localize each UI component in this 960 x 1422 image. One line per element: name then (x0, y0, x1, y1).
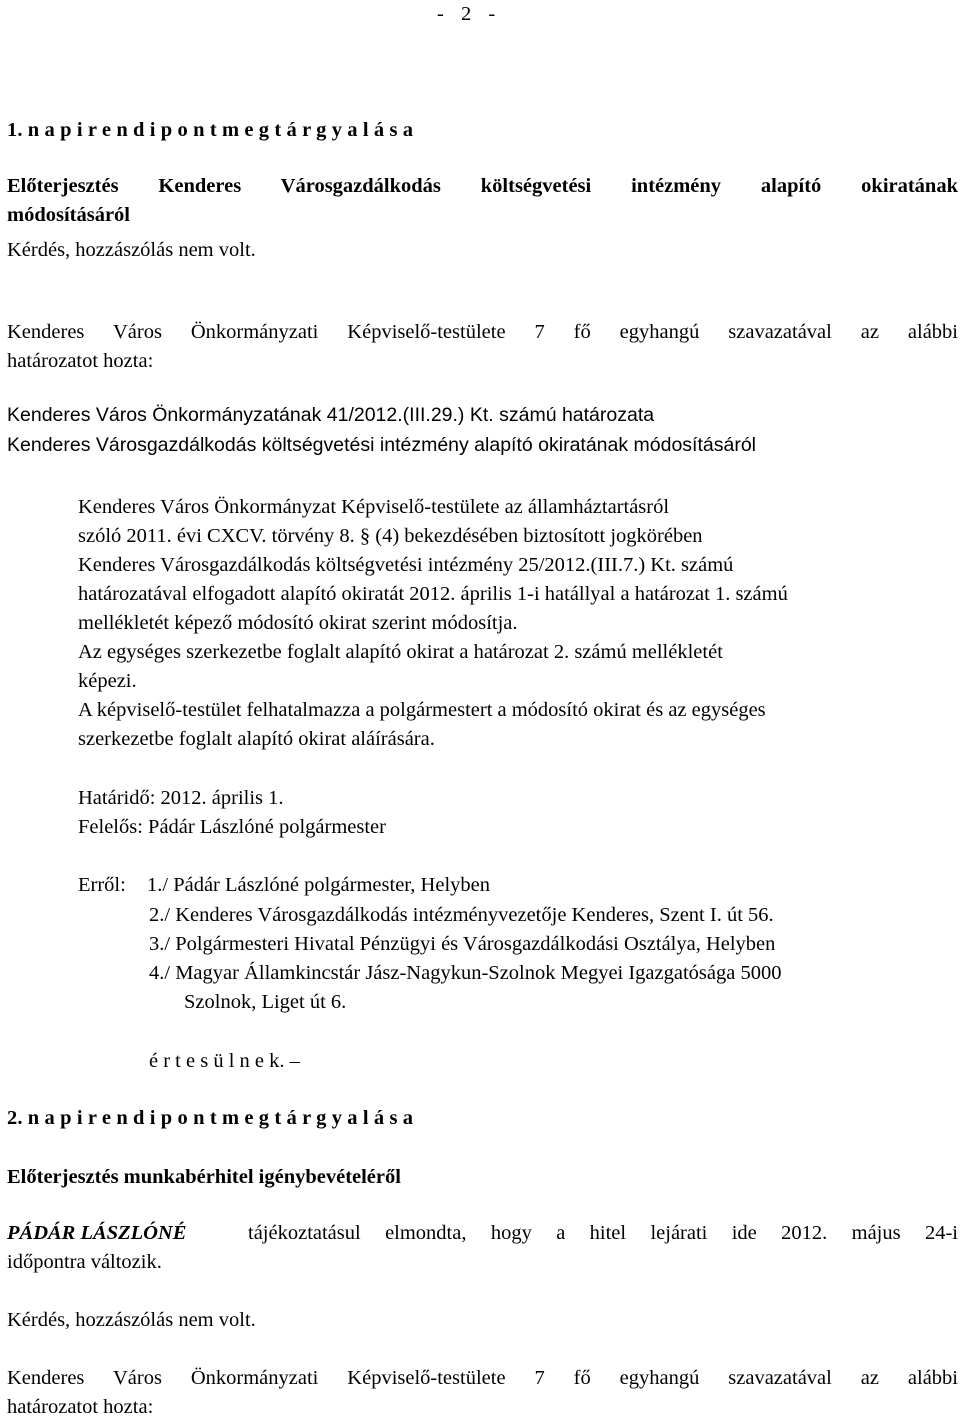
agenda-2-heading: 2. n a p i r e n d i p o n t m e g t á r g y a l á s a (7, 1107, 414, 1129)
notified-line: é r t e s ü l n e k. – (149, 1050, 300, 1072)
agenda-2-no-questions: Kérdés, hozzászólás nem volt. (7, 1309, 256, 1331)
list-item: 2./ Kenderes Városgazdálkodás intézményvezetője Kenderes, Szent I. út 56. (149, 904, 774, 926)
list-item: 4./ Magyar Államkincstár Jász-Nagykun-Szolnok Megyei Igazgatósága 5000 (149, 962, 782, 984)
list-item: Szolnok, Liget út 6. (184, 991, 347, 1013)
agenda-1-heading: 1. n a p i r e n d i p o n t m e g t á r g y a l á s a (7, 119, 414, 141)
statement-text: tájékoztatásul elmondta, hogy a hitel lejárati ide 2012. május 24-i (248, 1222, 958, 1244)
deadline: Határidő: 2012. április 1. (78, 787, 284, 809)
page-number: - 2 - (437, 3, 496, 25)
speaker-name: PÁDÁR LÁSZLÓNÉ (7, 1222, 187, 1244)
notification-label: Erről: (78, 874, 126, 896)
agenda-2-title: Előterjesztés munkabérhitel igénybevételéről (7, 1166, 401, 1188)
list-item: 1./ Pádár Lászlóné polgármester, Helyben (147, 874, 491, 896)
agenda-1-no-questions: Kérdés, hozzászólás nem volt. (7, 239, 256, 261)
list-item: 3./ Polgármesteri Hivatal Pénzügyi és Városgazdálkodási Osztálya, Helyben (149, 933, 776, 955)
responsible-person: Felelős: Pádár Lászlóné polgármester (78, 816, 386, 838)
